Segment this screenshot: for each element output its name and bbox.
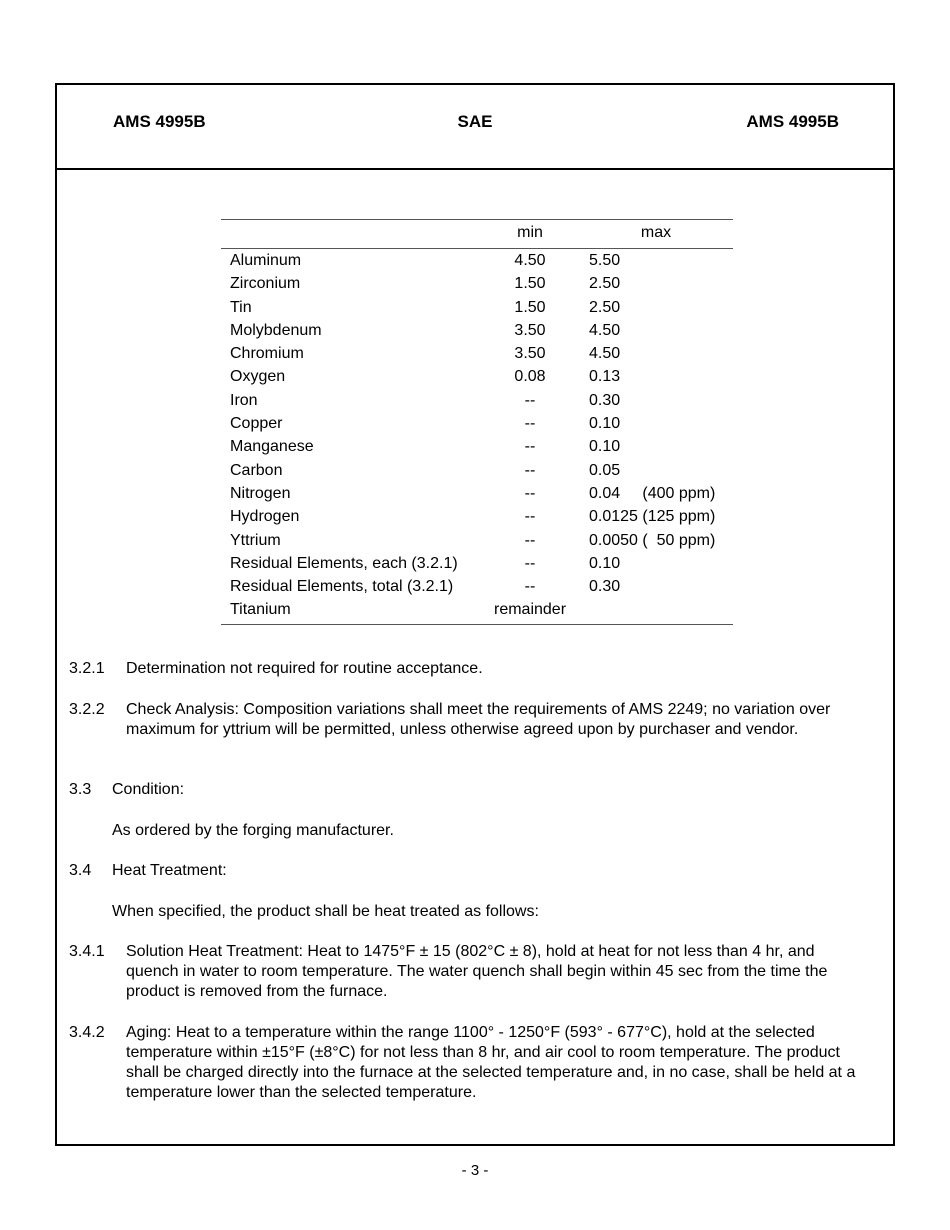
min-value: -- — [524, 554, 536, 572]
min-value: -- — [524, 415, 536, 433]
max-value: 0.10 — [589, 438, 621, 456]
publisher-name: SAE — [457, 112, 493, 131]
max-value: 0.30 — [589, 578, 621, 596]
max-value: 0.10 — [589, 415, 621, 433]
section-title: Heat Treatment: — [112, 862, 227, 879]
min-value: -- — [524, 484, 536, 502]
section-text: Solution Heat Treatment: Heat to 1475°F ± 15 (802°C ± 8), hold at heat for not less than 4 hr, and quench in water to room temperature. The water quench shall begin within 45 sec from the time the product is removed from the furnace. — [126, 943, 828, 1000]
element-name: Aluminum — [230, 252, 302, 269]
min-value: 0.08 — [514, 368, 546, 386]
section-3-4-1 — [69, 942, 869, 1002]
page-header — [57, 85, 893, 170]
max-value: 2.50 — [589, 298, 621, 316]
section-text: As ordered by the forging manufacturer. — [112, 822, 394, 839]
table-row — [221, 598, 733, 621]
min-value: -- — [524, 508, 536, 526]
section-3-4-body — [69, 902, 869, 922]
section-text: Check Analysis: Composition variations shall meet the requirements of AMS 2249; no variation over maximum for yttrium will be permitted, unless otherwise agreed upon by purchaser and vendor. — [126, 701, 831, 738]
section-number: 3.4.2 — [69, 1024, 105, 1041]
min-value: -- — [524, 461, 536, 479]
table-header — [221, 220, 733, 249]
element-name: Hydrogen — [230, 508, 300, 526]
element-name: Manganese — [230, 438, 314, 456]
element-name: Copper — [230, 415, 283, 433]
table-row — [221, 575, 733, 598]
doc-id-right: AMS 4995B — [746, 112, 839, 131]
element-name: Chromium — [230, 345, 304, 363]
section-number: 3.3 — [69, 781, 92, 798]
table-row — [221, 249, 733, 272]
section-text: Determination not required for routine acceptance. — [126, 660, 483, 677]
composition-table — [221, 219, 733, 625]
section-3-4 — [69, 861, 869, 881]
section-3-4-2 — [69, 1023, 869, 1103]
section-3-3 — [69, 780, 869, 800]
max-value: 5.50 — [589, 252, 621, 269]
section-3-3-body — [69, 821, 869, 841]
table-row — [221, 552, 733, 575]
max-value: 2.50 — [589, 275, 621, 293]
element-name: Residual Elements, total (3.2.1) — [230, 578, 454, 596]
min-value: -- — [524, 578, 536, 596]
section-number: 3.2.1 — [69, 660, 105, 677]
element-name: Residual Elements, each (3.2.1) — [230, 554, 458, 572]
min-value: 3.50 — [514, 321, 546, 339]
table-row — [221, 505, 733, 528]
min-value: -- — [524, 531, 536, 549]
max-value: 0.10 — [589, 554, 621, 572]
table-row — [221, 319, 733, 342]
element-name: Zirconium — [230, 275, 301, 293]
section-text: When specified, the product shall be heat treated as follows: — [112, 903, 539, 920]
page-number: - 3 - — [461, 1162, 489, 1179]
section-3-2-1 — [69, 659, 869, 679]
table-row — [221, 529, 733, 552]
table-row — [221, 389, 733, 412]
max-value: 0.30 — [589, 391, 621, 409]
min-column-header: min — [517, 224, 543, 241]
section-title: Condition: — [112, 781, 185, 798]
table-row — [221, 412, 733, 435]
section-number: 3.4 — [69, 862, 92, 879]
max-value: 0.05 — [589, 461, 621, 479]
max-column-header: max — [640, 224, 672, 241]
table-row — [221, 482, 733, 505]
max-value: 4.50 — [589, 321, 621, 339]
table-body — [221, 249, 733, 624]
max-value: 4.50 — [589, 345, 621, 363]
min-value: remainder — [493, 601, 567, 619]
section-number: 3.4.1 — [69, 943, 105, 960]
max-value: 0.0050 ( 50 ppm) — [589, 531, 716, 549]
table-row — [221, 296, 733, 319]
element-name: Carbon — [230, 461, 283, 479]
max-value: 0.13 — [589, 368, 621, 386]
min-value: 1.50 — [514, 275, 546, 293]
min-value: 1.50 — [514, 298, 546, 316]
min-value: -- — [524, 391, 536, 409]
table-row — [221, 272, 733, 295]
element-name: Titanium — [230, 601, 291, 619]
element-name: Yttrium — [230, 531, 281, 549]
doc-id-left: AMS 4995B — [113, 112, 206, 131]
min-value: -- — [524, 438, 536, 456]
element-name: Tin — [230, 298, 252, 316]
min-value: 3.50 — [514, 345, 546, 363]
table-row — [221, 435, 733, 458]
max-value: 0.0125 (125 ppm) — [589, 508, 716, 526]
element-name: Molybdenum — [230, 321, 322, 339]
min-value: 4.50 — [514, 252, 546, 269]
section-text: Aging: Heat to a temperature within the range 1100° - 1250°F (593° - 677°C), hold at the selected temperature within ±15°F (±8°C) for not less than 8 hr, and air cool to room temperature. The product shall be charged directly into the furnace at the selected temperature and, in no case, shall be held at a temperature lower than the selected temperature. — [126, 1024, 856, 1101]
section-number: 3.2.2 — [69, 701, 105, 718]
table-row — [221, 459, 733, 482]
table-row — [221, 342, 733, 365]
max-value: 0.04 (400 ppm) — [589, 484, 716, 502]
element-name: Iron — [230, 391, 258, 409]
section-3-2-2 — [69, 700, 869, 740]
element-name: Oxygen — [230, 368, 286, 386]
table-row — [221, 365, 733, 388]
element-name: Nitrogen — [230, 484, 291, 502]
